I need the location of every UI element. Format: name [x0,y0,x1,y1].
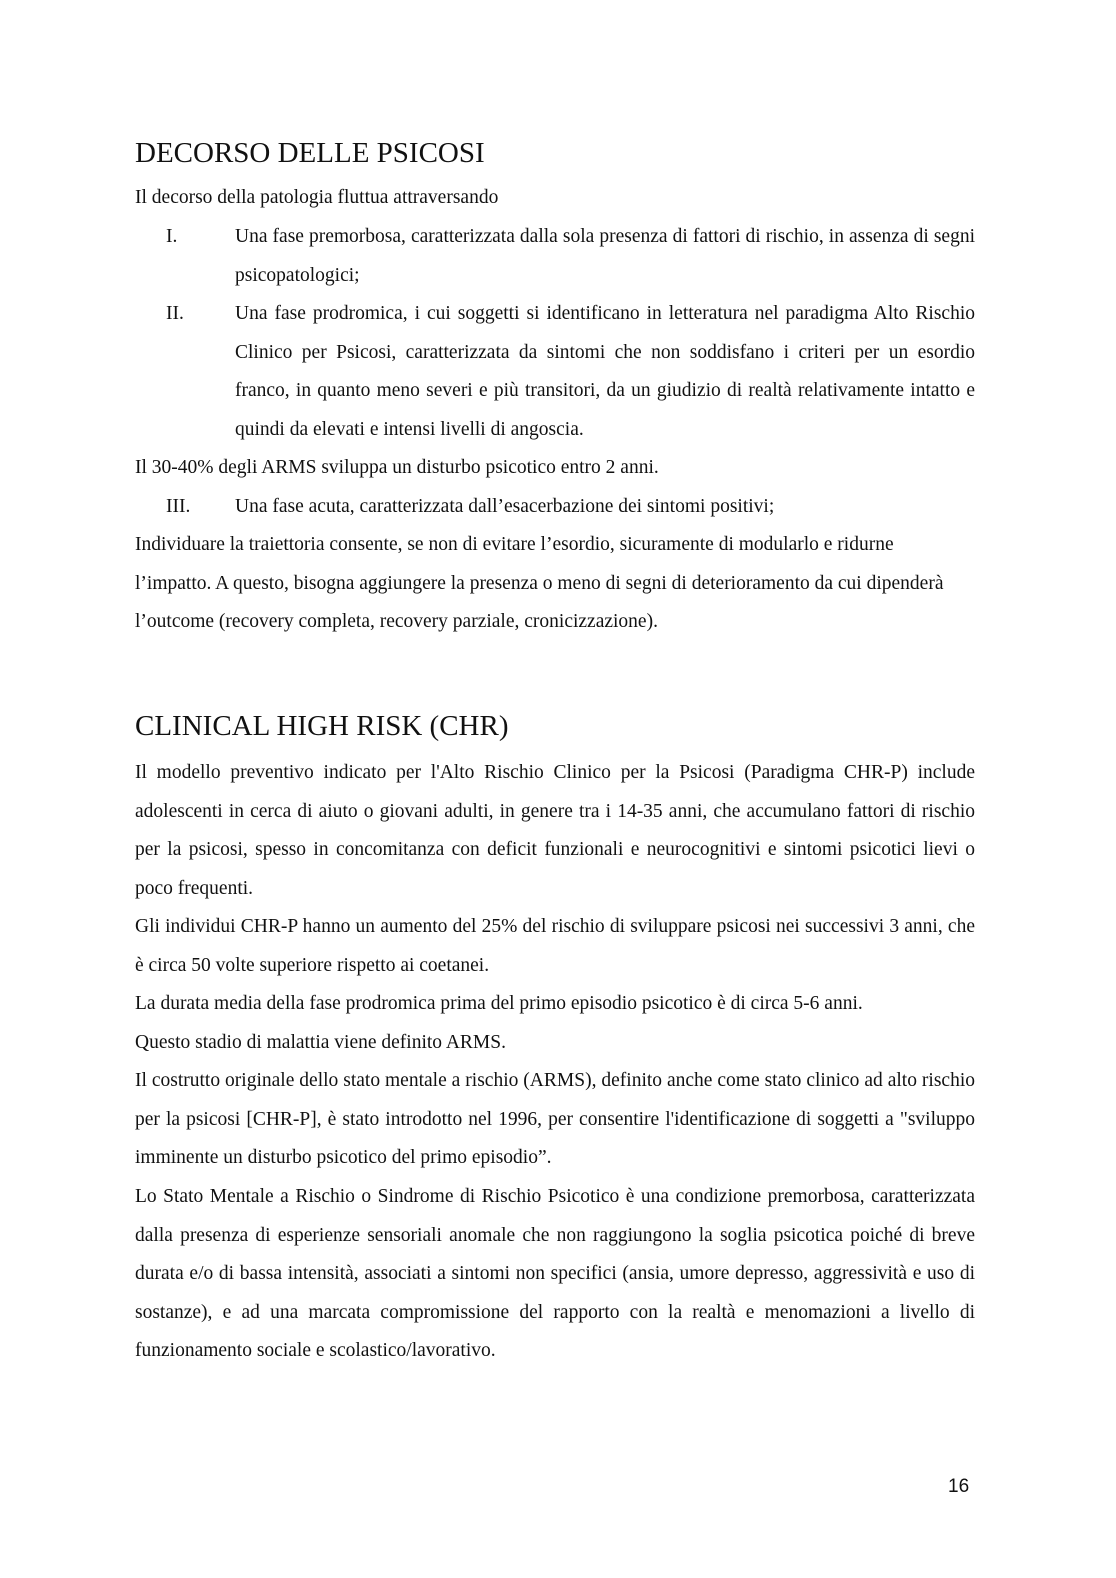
list-number: II. [166,303,184,324]
list-number: I. [166,226,178,247]
section-title-chr: CLINICAL HIGH RISK (CHR) [135,710,509,742]
trajectory-paragraph: Individuare la traiettoria consente, se non di evitare l’esordio, sicuramente di modularlo e ridurne l’impatto. A questo, bisogna aggiungere la presenza o meno di segni di deterioramento da cui dipenderà l’outcome (recovery completa, recovery parziale, cronicizzazione). [135,534,944,633]
list-item-text: Una fase acuta, caratterizzata dall’esacerbazione dei sintomi positivi; [235,496,775,517]
arms-note: Il 30-40% degli ARMS sviluppa un disturbo psicotico entro 2 anni. [135,457,659,478]
list-item-text: Una fase prodromica, i cui soggetti si identificano in letteratura nel paradigma Alto Rischio Clinico per Psicosi, caratterizzata da sintomi che non soddisfano i criteri per un esordio franco, in quanto meno severi e più transitori, da un giudizio di realtà relativamente intatto e quindi da elevati e intensi livelli di angoscia. [235,303,975,440]
chr-paragraph-2: Gli individui CHR-P hanno un aumento del 25% del rischio di sviluppare psicosi nei successivi 3 anni, che è circa 50 volte superiore rispetto ai coetanei. [135,916,975,976]
chr-paragraph-6: Lo Stato Mentale a Rischio o Sindrome di Rischio Psicotico è una condizione premorbosa, caratterizzata dalla presenza di esperienze sensoriali anomale che non raggiungono la soglia psicotica poiché di breve durata e/o di bassa intensità, associati a sintomi non specifici (ansia, umore depresso, aggressività e uso di sostanze), e ad una marcata compromissione del rapporto con la realtà e menomazioni a livello di funzionamento sociale e scolastico/lavorativo. [135,1186,975,1362]
section-title-decorso: DECORSO DELLE PSICOSI [135,137,485,169]
page-number: 16 [948,1476,970,1497]
chr-paragraph-3: La durata media della fase prodromica prima del primo episodio psicotico è di circa 5-6 anni. [135,993,863,1014]
list-item-text: Una fase premorbosa, caratterizzata dalla sola presenza di fattori di rischio, in assenza di segni psicopatologici; [235,226,975,286]
decorso-intro: Il decorso della patologia fluttua attraversando [135,187,499,208]
chr-paragraph-5: Il costrutto originale dello stato mentale a rischio (ARMS), definito anche come stato clinico ad alto rischio per la psicosi [CHR-P], è stato introdotto nel 1996, per consentire l'identificazione di soggetti a "sviluppo imminente un disturbo psicotico del primo episodio”. [135,1070,975,1169]
chr-paragraph-4: Questo stadio di malattia viene definito ARMS. [135,1032,506,1053]
chr-paragraph-1: Il modello preventivo indicato per l'Alto Rischio Clinico per la Psicosi (Paradigma CHR-P) include adolescenti in cerca di aiuto o giovani adulti, in genere tra i 14-35 anni, che accumulano fattori di rischio per la psicosi, spesso in concomitanza con deficit funzionali e neurocognitivi e sintomi psicotici lievi o poco frequenti. [135,762,975,899]
list-number: III. [166,496,191,517]
